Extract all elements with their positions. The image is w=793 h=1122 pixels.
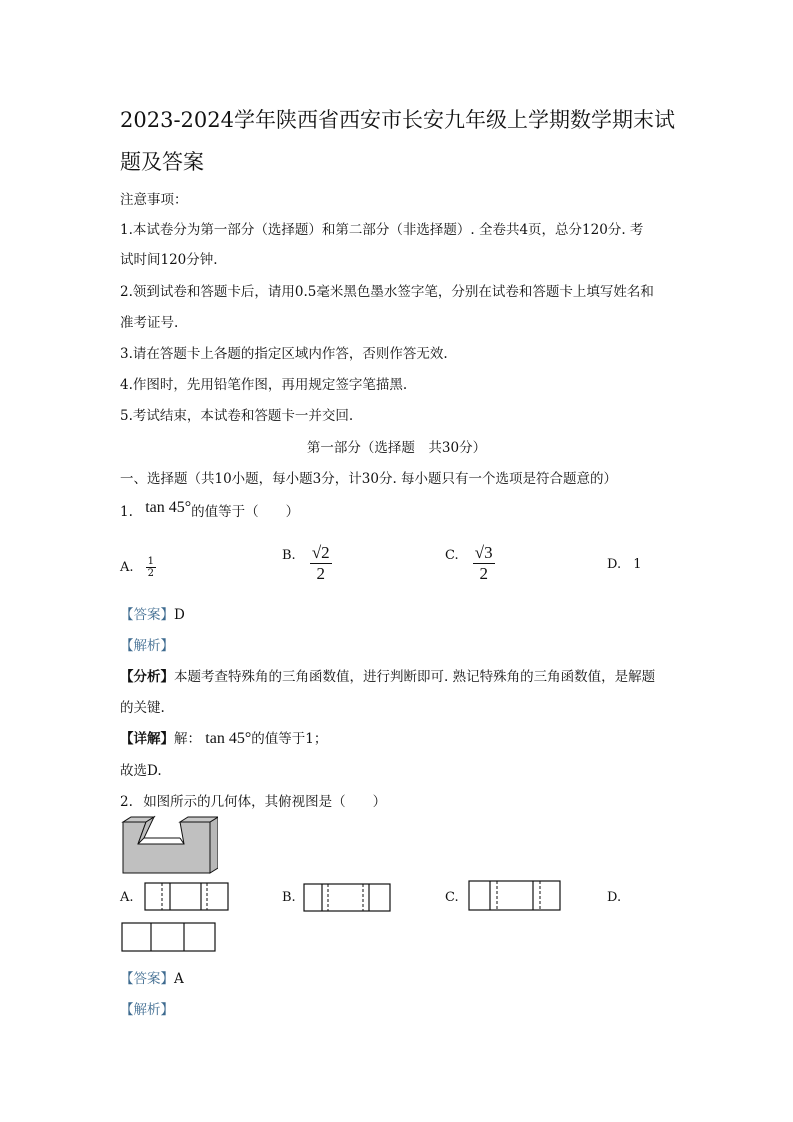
- option-label: B.: [282, 548, 296, 563]
- answer-value: D: [174, 607, 185, 623]
- document-title-line-2: 题及答案: [120, 150, 204, 174]
- q1-answer: [120, 603, 185, 623]
- q1-option-c: [445, 543, 495, 584]
- q2-option-a-label: A.: [120, 890, 134, 905]
- notice-item: 准考证号.: [120, 315, 179, 331]
- q2-option-c-label: C.: [445, 890, 459, 905]
- xiangjie-text: 的值等于1；: [251, 731, 328, 747]
- q1-fenxi-cont: 的关键.: [120, 700, 165, 716]
- notice-item: 2.领到试卷和答题卡后，请用0.5毫米黑色墨水签字笔，分别在试卷和答题卡上填写姓名和: [120, 284, 654, 300]
- q2-option-d-figure: [121, 922, 217, 954]
- question-2-stem: [120, 790, 386, 810]
- denominator: 2: [316, 564, 325, 583]
- denominator: 2: [147, 568, 155, 579]
- answer-value: A: [174, 971, 184, 987]
- math-expression: tan 45°: [205, 730, 252, 747]
- q2-answer: [120, 967, 184, 987]
- notice-item: 试时间120分钟.: [120, 252, 218, 268]
- part-heading: 第一部分（选择题 共30分）: [306, 440, 487, 456]
- denominator: 2: [479, 564, 488, 583]
- q1-analysis-tag: 【解析】: [120, 638, 174, 654]
- numerator: 1: [147, 556, 155, 567]
- q1-conclusion: 故选D.: [120, 763, 162, 779]
- question-number: 1.: [120, 504, 133, 520]
- question-number: 2.: [120, 794, 133, 810]
- question-text: 的值等于（ ）: [191, 504, 300, 520]
- section-heading: 一、选择题（共10小题，每小题3分，计30分. 每小题只有一个选项是符合题意的）: [120, 471, 618, 487]
- option-label: C.: [445, 548, 459, 563]
- numerator: √3: [474, 543, 493, 562]
- q1-option-d: [607, 557, 642, 572]
- q2-option-b-label: B.: [282, 890, 296, 905]
- q2-option-a-figure: [144, 882, 230, 912]
- notice-item: 4.作图时，先用铅笔作图，再用规定签字笔描黑.: [120, 377, 408, 393]
- answer-tag: 【答案】: [120, 607, 174, 623]
- numerator: √2: [311, 543, 330, 562]
- q2-option-d-label: D.: [607, 890, 622, 905]
- geometry-solid-figure: [118, 812, 218, 874]
- notice-heading: 注意事项：: [120, 192, 188, 208]
- fenxi-tag: 【分析】: [120, 669, 174, 685]
- q2-option-b-figure: [303, 883, 393, 913]
- fenxi-text: 本题考查特殊角的三角函数值，进行判断即可. 熟记特殊角的三角函数值，是解题: [174, 669, 656, 685]
- q2-analysis-tag: 【解析】: [120, 1002, 174, 1018]
- xiangjie-tag: 【详解】: [120, 731, 174, 747]
- math-expression: tan 45°: [145, 499, 192, 516]
- option-label: D.: [607, 557, 622, 572]
- q1-xiangjie: [120, 727, 327, 748]
- q2-option-c-figure: [468, 880, 562, 912]
- xiangjie-text: 解：: [174, 731, 201, 747]
- document-title-line-1: 2023-2024学年陕西省西安市长安九年级上学期数学期末试: [120, 108, 675, 132]
- fraction: [146, 556, 156, 579]
- q1-fenxi: [120, 665, 655, 685]
- q1-option-b: [282, 543, 332, 584]
- answer-tag: 【答案】: [120, 971, 174, 987]
- notice-item: 1.本试卷分为第一部分（选择题）和第二部分（非选择题）. 全卷共4页，总分120分. 考: [120, 222, 644, 238]
- question-text: 如图所示的几何体，其俯视图是（ ）: [143, 794, 387, 810]
- fraction: [473, 543, 495, 584]
- notice-item: 5.考试结束，本试卷和答题卡一并交回.: [120, 408, 354, 424]
- fraction: [310, 543, 332, 584]
- question-1-stem: [120, 500, 299, 521]
- notice-item: 3.请在答题卡上各题的指定区域内作答，否则作答无效.: [120, 346, 448, 362]
- option-value: 1: [633, 557, 642, 572]
- q1-option-a: [120, 556, 156, 579]
- option-label: A.: [120, 560, 134, 575]
